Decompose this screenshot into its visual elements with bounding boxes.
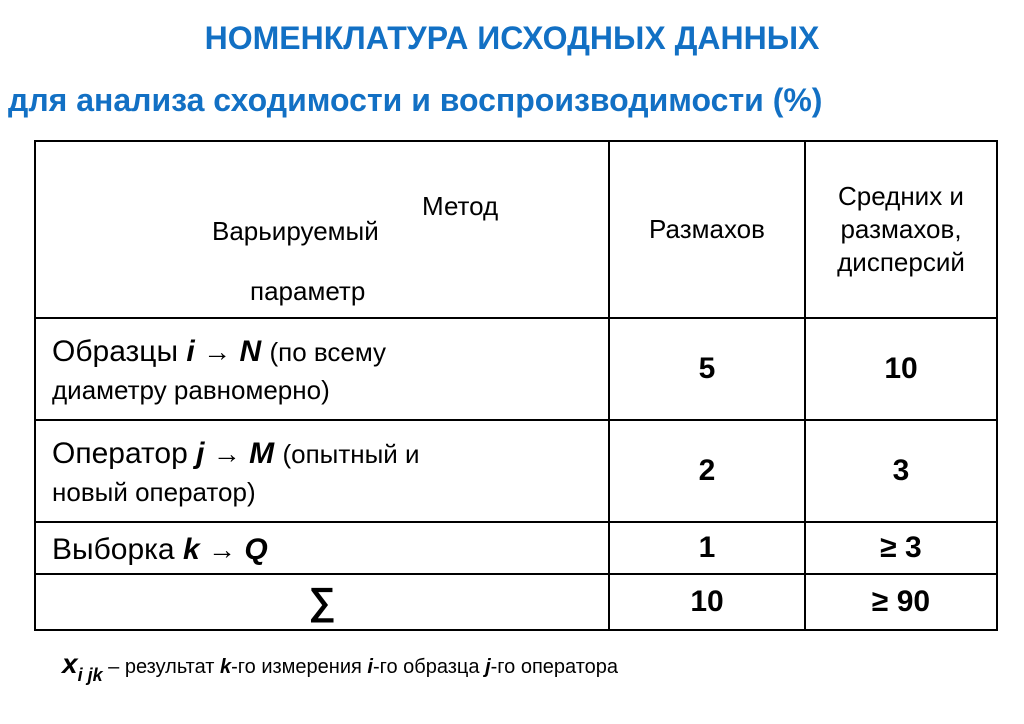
footnote-k: k: [220, 656, 232, 678]
row-ranges-value: 1: [609, 522, 805, 574]
total-ranges-value: 10: [609, 574, 805, 630]
arrow-icon: →: [212, 438, 241, 469]
table-row: [35, 522, 997, 574]
row-label: Выборка: [52, 533, 175, 566]
row-parameter-cell: [35, 522, 609, 574]
row-symbol: k: [182, 533, 200, 566]
row-means-value: 3: [805, 420, 997, 522]
table-total-row: [35, 574, 997, 630]
row-means-value: 10: [805, 318, 997, 420]
footnote-text: -го измерения: [231, 656, 368, 678]
row-symbol: j: [196, 437, 205, 470]
footnote-text: – результат: [102, 656, 221, 678]
row-note: новый оператор): [52, 477, 256, 507]
row-means-value: ≥ 3: [805, 522, 997, 574]
footnote-x: x: [62, 648, 78, 679]
table-row: [35, 420, 997, 522]
row-note: (по всему: [269, 337, 387, 367]
footnote-i: i: [367, 656, 373, 678]
row-target: N: [239, 335, 262, 368]
header-means-line: размахов,: [840, 214, 962, 244]
footnote-j: j: [485, 656, 491, 678]
footnote: [62, 648, 619, 685]
row-label: Оператор: [52, 437, 188, 470]
header-parameter-label: параметр: [250, 276, 366, 306]
header-method-label: Метод: [422, 191, 499, 221]
row-target: Q: [244, 533, 268, 566]
row-note: диаметру равномерно): [52, 375, 330, 405]
header-ranges: Размахов: [609, 141, 805, 318]
page-subtitle: для анализа сходимости и воспроизводимости (%): [8, 82, 823, 118]
table-row: [35, 318, 997, 420]
footnote-text: -го оператора: [490, 656, 619, 678]
row-ranges-value: 5: [609, 318, 805, 420]
total-means-value: ≥ 90: [805, 574, 997, 630]
row-ranges-value: 2: [609, 420, 805, 522]
arrow-icon: →: [207, 534, 236, 565]
header-diagonal-cell: [35, 141, 609, 318]
page-title: НОМЕНКЛАТУРА ИСХОДНЫХ ДАННЫХ: [204, 20, 820, 56]
row-label: Образцы: [52, 335, 179, 368]
row-parameter-cell: [35, 318, 609, 420]
row-target: M: [249, 437, 275, 470]
header-means: [805, 141, 997, 318]
row-note: (опытный и: [282, 439, 420, 469]
header-means-line: Средних и: [838, 181, 964, 211]
arrow-icon: →: [203, 336, 232, 367]
sum-icon: ∑: [35, 574, 609, 630]
header-variable-label: Варьируемый: [212, 216, 379, 246]
nomenclature-table: [34, 140, 998, 631]
header-means-line: дисперсий: [837, 247, 965, 277]
table-header-row: [35, 141, 997, 318]
row-parameter-cell: [35, 420, 609, 522]
footnote-subscript: i jk: [77, 665, 103, 685]
row-symbol: i: [186, 335, 195, 368]
footnote-text: -го образца: [372, 656, 486, 678]
